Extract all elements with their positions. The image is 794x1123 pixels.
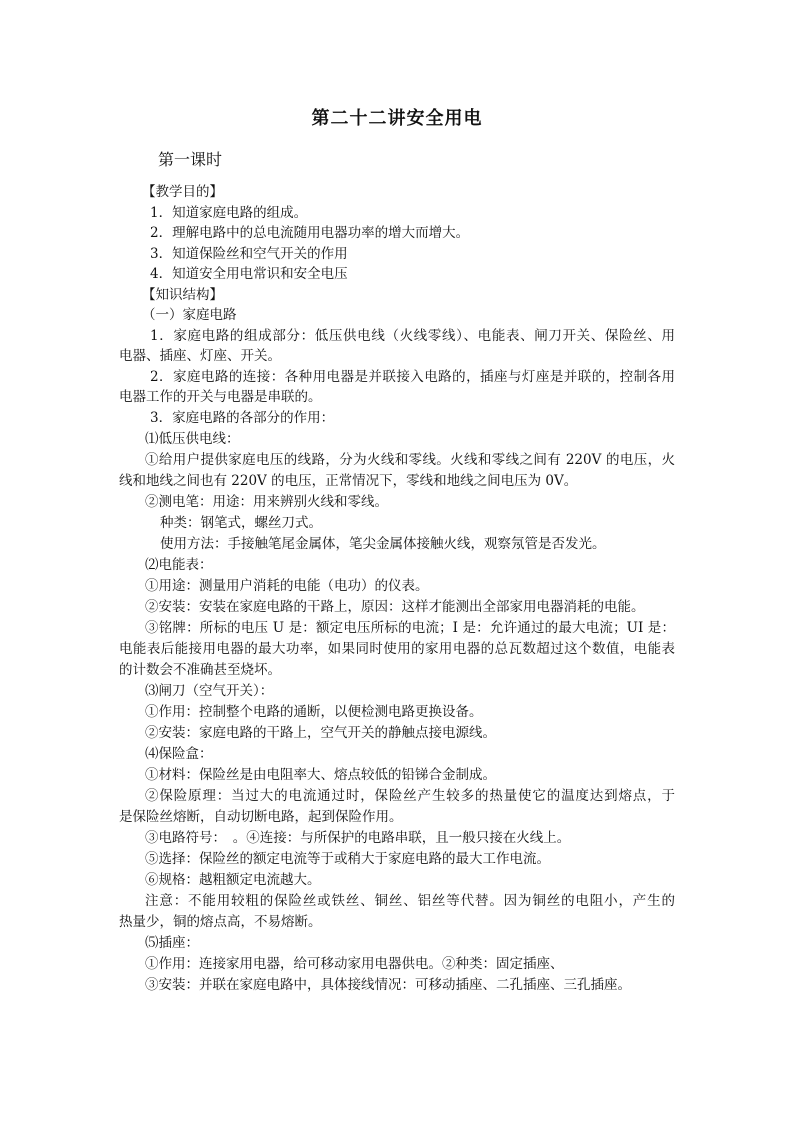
paragraph-line: ②保险原理：当过大的电流通过时，保险丝产生较多的热量使它的温度达到熔点，于 (145, 788, 675, 804)
subsection-heading: （一）家庭电路 (142, 307, 237, 323)
objective-item: 4．知道安全用电常识和安全电压 (150, 266, 348, 282)
paragraph-line: 使用方法：手接触笔尾金属体，笔尖金属体接触火线，观察氖管是否发光。 (160, 536, 606, 552)
objective-item: 2．理解电路中的总电流随用电器功率的增大而增大。 (150, 225, 470, 241)
paragraph-line: 电能表后能接用电器的最大功率，如果同时使用的家用电器的总瓦数超过这个数值，电能表 (119, 641, 675, 657)
item-heading: ⑵电能表： (145, 557, 213, 573)
paragraph-line: ①材料：保险丝是由电阻率大、熔点较低的铅锑合金制成。 (145, 767, 496, 783)
paragraph-line: 3．家庭电路的各部分的作用： (150, 410, 335, 426)
paragraph-line: ②安装：安装在家庭电路的干路上，原因：这样才能测出全部家用电器消耗的电能。 (145, 599, 645, 615)
document-title: 第二十二讲安全用电 (311, 108, 483, 129)
paragraph-line: 注意：不能用较粗的保险丝或铁丝、铜丝、铝丝等代替。因为铜丝的电阻小，产生的 (145, 893, 675, 909)
paragraph-line: ②安装：家庭电路的干路上，空气开关的静触点接电源线。 (145, 725, 496, 741)
objective-item: 3．知道保险丝和空气开关的作用 (150, 246, 348, 262)
paragraph-line: ③安装：并联在家庭电路中，具体接线情况：可移动插座、二孔插座、三孔插座。 (145, 977, 631, 993)
item-heading: ⑷保险盒： (145, 746, 213, 762)
item-heading: ⑶闸刀（空气开关）： (145, 683, 274, 699)
section-heading-objectives: 【教学目的】 (142, 184, 223, 200)
paragraph-line: 电器工作的开关与电器是串联的。 (119, 389, 322, 405)
paragraph-line: 电器、插座、灯座、开关。 (119, 348, 281, 364)
paragraph-line: 是保险丝熔断，自动切断电路，起到保险作用。 (119, 809, 403, 825)
paragraph-line: ⑤选择：保险丝的额定电流等于或稍大于家庭电路的最大工作电流。 (145, 851, 550, 867)
item-heading: ⑴低压供电线： (145, 431, 240, 447)
paragraph-line: ②测电笔：用途：用来辨别火线和零线。 (145, 494, 388, 510)
paragraph-line: ①作用：控制整个电路的通断，以便检测电路更换设备。 (145, 704, 483, 720)
paragraph-line: ③电路符号： 。④连接：与所保护的电路串联，且一般只接在火线上。 (145, 830, 571, 846)
paragraph-line: ③铭牌：所标的电压 U 是：额定电压所标的电流；I 是：允许通过的最大电流；UI 是： (145, 620, 675, 636)
lesson-heading: 第一课时 (158, 150, 223, 169)
section-heading-structure: 【知识结构】 (142, 287, 223, 303)
item-heading: ⑸插座： (145, 935, 199, 951)
paragraph-line: 线和地线之间也有 220V 的电压，正常情况下，零线和地线之间电压为 0V。 (119, 473, 578, 489)
paragraph-line: 的计数会不准确甚至烧坏。 (119, 662, 281, 678)
paragraph-line: 种类：钢笔式，螺丝刀式。 (160, 515, 322, 531)
paragraph-line: ①给用户提供家庭电压的线路，分为火线和零线。火线和零线之间有 220V 的电压，火 (145, 452, 675, 468)
objective-item: 1．知道家庭电路的组成。 (150, 205, 308, 221)
paragraph-line: 2．家庭电路的连接：各种用电器是并联接入电路的，插座与灯座是并联的，控制各用 (150, 369, 675, 385)
paragraph-line: 热量少，铜的熔点高，不易熔断。 (119, 914, 322, 930)
paragraph-line: ①用途：测量用户消耗的电能（电功）的仪表。 (145, 578, 429, 594)
paragraph-line: 1．家庭电路的组成部分：低压供电线（火线零线）、电能表、闸刀开关、保险丝、用 (150, 328, 675, 344)
paragraph-line: ⑥规格：越粗额定电流越大。 (145, 872, 321, 888)
paragraph-line: ①作用：连接家用电器，给可移动家用电器供电。②种类：固定插座、 (145, 956, 564, 972)
